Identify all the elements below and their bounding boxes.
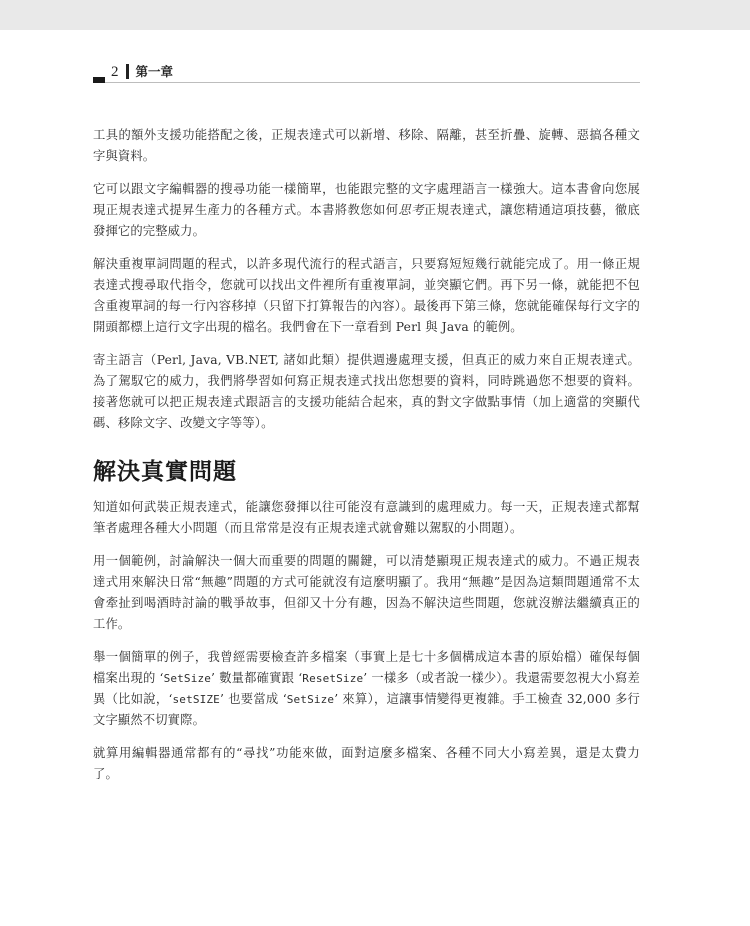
paragraph: 寄主語言（Perl, Java, VB.NET, 諸如此類）提供週邊處理支援，但真正的威力來自正規表達式。為了駕馭它的威力，我們將學習如何寫正規表達式找出您想要的資料，同時跳過您不想要的資料。接著您就可以把正規表達式跟語言的支援功能結合起來，真的對文字做點事情（加上適當的突顯代碼、移除文字、改變文字等等）。: [93, 353, 640, 430]
running-header: [93, 58, 640, 83]
section-heading: 解決真實問題: [93, 459, 237, 485]
paragraph: 工具的額外支援功能搭配之後，正規表達式可以新增、移除、隔離，甚至折疊、旋轉、惡搞各種文字與資料。: [93, 128, 640, 163]
paragraph: 知道如何武裝正規表達式，能讓您發揮以往可能沒有意識到的處理威力。每一天，正規表達式都幫筆者處理各種大小問題（而且常常是沒有正規表達式就會難以駕馭的小問題）。: [93, 500, 640, 535]
code-term: ResetSize: [302, 672, 364, 685]
header-marker: [93, 77, 105, 83]
paragraph: 用一個範例，討論解決一個大而重要的問題的關鍵，可以清楚顯現正規表達式的威力。不過正規表達式用來解決日常“無趣”問題的方式可能就沒有這麼明顯了。我用“無趣”是因為這類問題通常不太會牽扯到喝酒時討論的戰爭故事，但卻又十分有趣，因為不解決這些問題，您就沒辦法繼續真正的工作。: [93, 554, 640, 631]
page-body: [93, 125, 640, 797]
header-divider: [126, 64, 129, 79]
code-term: SetSize: [286, 693, 335, 706]
chapter-title: 第一章: [135, 64, 174, 79]
code-term: setSIZE: [172, 693, 220, 706]
emphasis-text: 思考: [398, 203, 424, 217]
code-term: SetSize: [163, 672, 212, 685]
top-margin-band: [0, 0, 750, 30]
page-number: 2: [111, 64, 119, 80]
paragraph: 它可以跟文字編輯器的搜尋功能一樣簡單，也能跟完整的文字處理語言一樣強大。這本書會向您展現正規表達式提昇生產力的各種方式。本書將教您如何思考正規表達式，讓您精通這項技藝，徹底發揮它的完整威力。: [93, 182, 640, 238]
paragraph: 就算用編輯器通常都有的“尋找”功能來做，面對這麼多檔案、各種不同大小寫差異，還是太費力了。: [93, 746, 640, 781]
paragraph: 舉一個簡單的例子，我曾經需要檢查許多檔案（事實上是七十多個構成這本書的原始檔）確保每個檔案出現的 ‘SetSize’ 數量都確實跟 ‘ResetSize’ 一樣多（或者說一樣少）。我還需要忽視大小寫差異（比如說，‘setSIZE’ 也要當成 ‘SetSize’ 來算），這讓事情變得更複雜。手工檢查 32,000 多行文字顯然不切實際。: [93, 650, 640, 727]
paragraph: 解決重複單詞問題的程式，以許多現代流行的程式語言，只要寫短短幾行就能完成了。用一條正規表達式搜尋取代指令，您就可以找出文件裡所有重複單詞，並突顯它們。再下另一條，就能把不包含重複單詞的每一行內容移掉（只留下打算報告的內容）。最後再下第三條，您就能確保每行文字的開頭都標上這行文字出現的檔名。我們會在下一章看到 Perl 與 Java 的範例。: [93, 257, 640, 334]
